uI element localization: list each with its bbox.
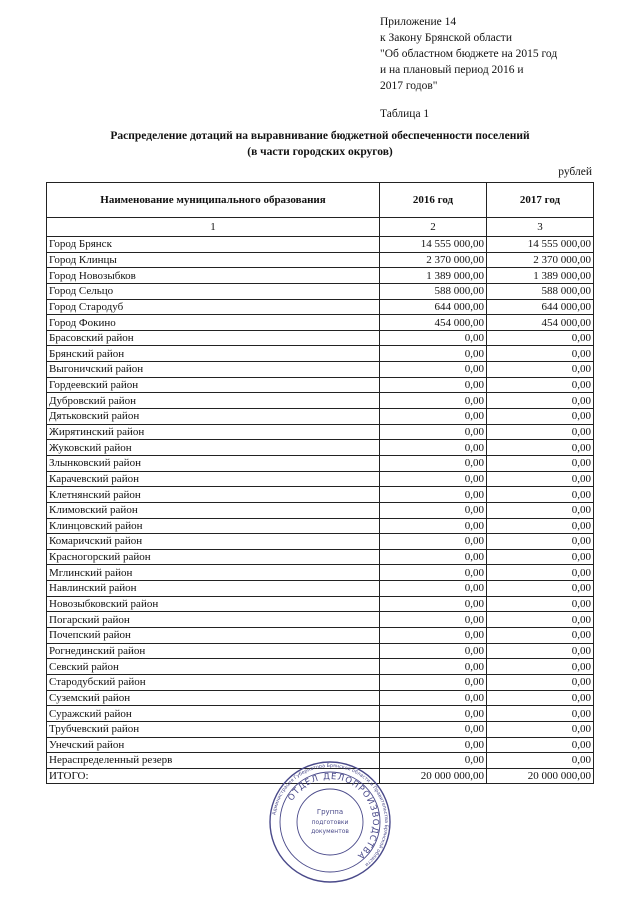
table-row — [47, 596, 594, 612]
row-value-2017: 0,00 — [487, 362, 594, 378]
row-value-2017: 0,00 — [487, 643, 594, 659]
row-value-2016: 0,00 — [380, 643, 487, 659]
table-row — [47, 315, 594, 331]
units-label: рублей — [558, 166, 592, 178]
row-name: Злынковский район — [47, 455, 380, 471]
row-name: Город Брянск — [47, 237, 380, 253]
row-value-2017: 588 000,00 — [487, 283, 594, 299]
row-value-2017: 454 000,00 — [487, 315, 594, 331]
row-value-2016: 588 000,00 — [380, 283, 487, 299]
row-name: Погарский район — [47, 612, 380, 628]
row-name: Почепский район — [47, 628, 380, 644]
row-value-2017: 0,00 — [487, 346, 594, 362]
row-value-2017: 0,00 — [487, 753, 594, 769]
row-value-2017: 2 370 000,00 — [487, 252, 594, 268]
table-row — [47, 565, 594, 581]
row-value-2017: 0,00 — [487, 612, 594, 628]
row-value-2017: 0,00 — [487, 377, 594, 393]
office-stamp — [268, 760, 392, 884]
table-row — [47, 330, 594, 346]
table-row — [47, 471, 594, 487]
table-row — [47, 643, 594, 659]
row-value-2016: 0,00 — [380, 596, 487, 612]
table-row — [47, 518, 594, 534]
table-header-row — [47, 183, 594, 218]
column-number: 3 — [487, 218, 594, 237]
row-name: Трубчевский район — [47, 721, 380, 737]
row-value-2017: 0,00 — [487, 455, 594, 471]
table-row — [47, 487, 594, 503]
row-name: Брасовский район — [47, 330, 380, 346]
row-value-2016: 0,00 — [380, 424, 487, 440]
row-value-2016: 0,00 — [380, 753, 487, 769]
row-name: Севский район — [47, 659, 380, 675]
table-row — [47, 455, 594, 471]
table-body — [47, 237, 594, 769]
row-value-2016: 0,00 — [380, 565, 487, 581]
appendix-line: 2017 годов" — [380, 80, 438, 92]
row-name: Рогнединский район — [47, 643, 380, 659]
table-row — [47, 628, 594, 644]
row-name: Климовский район — [47, 502, 380, 518]
document-title — [40, 128, 600, 160]
row-value-2016: 0,00 — [380, 674, 487, 690]
row-value-2017: 0,00 — [487, 737, 594, 753]
row-name: Красногорский район — [47, 549, 380, 565]
row-value-2016: 0,00 — [380, 455, 487, 471]
row-name: Город Клинцы — [47, 252, 380, 268]
row-value-2016: 0,00 — [380, 377, 487, 393]
header-name: Наименование муниципального образования — [47, 183, 380, 218]
row-value-2017: 0,00 — [487, 518, 594, 534]
table-row — [47, 737, 594, 753]
column-number: 2 — [380, 218, 487, 237]
row-value-2016: 0,00 — [380, 440, 487, 456]
row-value-2017: 0,00 — [487, 424, 594, 440]
row-value-2016: 454 000,00 — [380, 315, 487, 331]
row-value-2016: 0,00 — [380, 330, 487, 346]
row-value-2016: 0,00 — [380, 659, 487, 675]
table-row — [47, 252, 594, 268]
row-name: Дубровский район — [47, 393, 380, 409]
table-row — [47, 283, 594, 299]
row-value-2017: 0,00 — [487, 721, 594, 737]
row-value-2016: 14 555 000,00 — [380, 237, 487, 253]
row-name: Навлинский район — [47, 581, 380, 597]
stamp-center-line: документов — [311, 828, 349, 835]
table-row — [47, 393, 594, 409]
row-value-2017: 0,00 — [487, 549, 594, 565]
column-number: 1 — [47, 218, 380, 237]
title-line-2: (в части городских округов) — [247, 146, 393, 158]
title-line-1: Распределение дотаций на выравнивание бюджетной обеспеченности поселений — [110, 130, 530, 142]
row-name: Мглинский район — [47, 565, 380, 581]
row-name: Брянский район — [47, 346, 380, 362]
row-value-2017: 0,00 — [487, 471, 594, 487]
row-value-2017: 0,00 — [487, 487, 594, 503]
total-label: ИТОГО: — [47, 768, 380, 784]
row-value-2017: 0,00 — [487, 534, 594, 550]
row-value-2017: 0,00 — [487, 659, 594, 675]
table-row — [47, 549, 594, 565]
row-value-2016: 1 389 000,00 — [380, 268, 487, 284]
stamp-center-line: Группа — [316, 808, 344, 816]
row-name: Выгоничский район — [47, 362, 380, 378]
table-row — [47, 612, 594, 628]
row-value-2016: 0,00 — [380, 534, 487, 550]
row-value-2017: 0,00 — [487, 628, 594, 644]
row-value-2017: 0,00 — [487, 596, 594, 612]
row-value-2016: 0,00 — [380, 612, 487, 628]
table-row — [47, 674, 594, 690]
row-value-2016: 0,00 — [380, 581, 487, 597]
row-value-2016: 0,00 — [380, 737, 487, 753]
row-value-2016: 0,00 — [380, 362, 487, 378]
row-name: Суземский район — [47, 690, 380, 706]
row-name: Дятьковский район — [47, 409, 380, 425]
row-value-2016: 0,00 — [380, 628, 487, 644]
row-name: Жирятинский район — [47, 424, 380, 440]
row-value-2016: 644 000,00 — [380, 299, 487, 315]
row-value-2017: 0,00 — [487, 393, 594, 409]
table-row — [47, 581, 594, 597]
row-value-2017: 0,00 — [487, 581, 594, 597]
row-value-2017: 0,00 — [487, 674, 594, 690]
total-2016: 20 000 000,00 — [380, 768, 487, 784]
row-name: Город Фокино — [47, 315, 380, 331]
table-row — [47, 424, 594, 440]
appendix-line: к Закону Брянской области — [380, 32, 512, 44]
row-value-2017: 0,00 — [487, 440, 594, 456]
row-value-2017: 0,00 — [487, 565, 594, 581]
row-value-2016: 2 370 000,00 — [380, 252, 487, 268]
table-row — [47, 299, 594, 315]
row-value-2016: 0,00 — [380, 518, 487, 534]
row-value-2016: 0,00 — [380, 471, 487, 487]
row-value-2017: 0,00 — [487, 690, 594, 706]
row-value-2017: 644 000,00 — [487, 299, 594, 315]
appendix-header — [380, 14, 557, 94]
row-name: Город Стародуб — [47, 299, 380, 315]
table-row — [47, 721, 594, 737]
row-name: Новозыбковский район — [47, 596, 380, 612]
row-value-2017: 0,00 — [487, 330, 594, 346]
row-value-2016: 0,00 — [380, 706, 487, 722]
row-value-2017: 0,00 — [487, 706, 594, 722]
table-row — [47, 377, 594, 393]
row-value-2017: 14 555 000,00 — [487, 237, 594, 253]
table-row — [47, 659, 594, 675]
row-value-2016: 0,00 — [380, 346, 487, 362]
row-name: Унечский район — [47, 737, 380, 753]
stamp-center-line: подготовки — [311, 819, 349, 826]
row-name: Город Новозыбков — [47, 268, 380, 284]
row-name: Комаричский район — [47, 534, 380, 550]
table-row — [47, 502, 594, 518]
table-row — [47, 534, 594, 550]
table-label: Таблица 1 — [380, 108, 430, 120]
row-value-2016: 0,00 — [380, 393, 487, 409]
row-value-2016: 0,00 — [380, 690, 487, 706]
appendix-line: и на плановый период 2016 и — [380, 64, 524, 76]
stamp-middle-text: ОТДЕЛ ДЕЛОПРОИЗВОДСТВА — [286, 771, 381, 862]
table-row — [47, 690, 594, 706]
column-number-row — [47, 218, 594, 237]
row-value-2017: 0,00 — [487, 502, 594, 518]
row-value-2016: 0,00 — [380, 502, 487, 518]
table-row — [47, 706, 594, 722]
row-name: Город Сельцо — [47, 283, 380, 299]
appendix-line: Приложение 14 — [380, 16, 457, 28]
table-row — [47, 362, 594, 378]
row-name: Гордеевский район — [47, 377, 380, 393]
row-name: Суражский район — [47, 706, 380, 722]
table-row — [47, 237, 594, 253]
row-value-2016: 0,00 — [380, 549, 487, 565]
subsidies-table — [46, 182, 594, 784]
row-name: Нераспределенный резерв — [47, 753, 380, 769]
table-row — [47, 268, 594, 284]
table-row — [47, 440, 594, 456]
header-2017: 2017 год — [487, 183, 594, 218]
row-value-2017: 0,00 — [487, 409, 594, 425]
row-value-2016: 0,00 — [380, 721, 487, 737]
appendix-line: "Об областном бюджете на 2015 год — [380, 48, 558, 60]
table-row — [47, 409, 594, 425]
table-row — [47, 346, 594, 362]
row-name: Карачевский район — [47, 471, 380, 487]
row-value-2016: 0,00 — [380, 409, 487, 425]
row-name: Клинцовский район — [47, 518, 380, 534]
row-value-2016: 0,00 — [380, 487, 487, 503]
row-name: Клетнянский район — [47, 487, 380, 503]
stamp-outer-text: Администрация Губернатора Брянской области и Правительства Брянской области — [272, 763, 389, 867]
row-name: Жуковский район — [47, 440, 380, 456]
total-2017: 20 000 000,00 — [487, 768, 594, 784]
row-value-2017: 1 389 000,00 — [487, 268, 594, 284]
row-name: Стародубский район — [47, 674, 380, 690]
header-2016: 2016 год — [380, 183, 487, 218]
